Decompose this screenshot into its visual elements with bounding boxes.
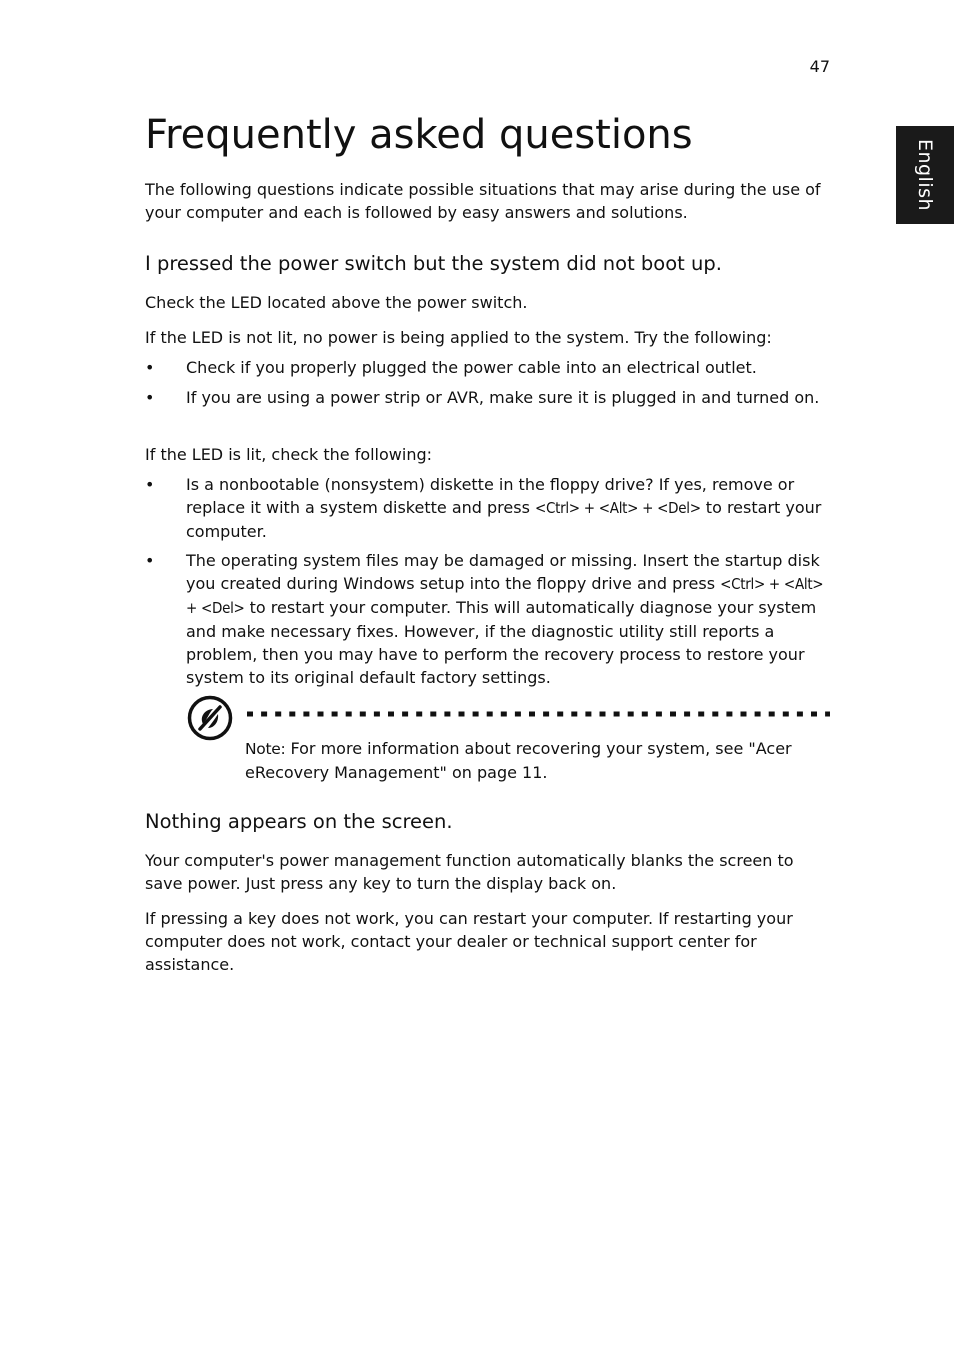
section-heading-no-boot: I pressed the power switch but the system did not boot up. <box>145 252 722 275</box>
list-item <box>145 473 835 543</box>
paragraph-restart-support: If pressing a key does not work, you can restart your computer. If restarting your computer does not work, contact your dealer or technical support center for assistance. <box>145 909 793 974</box>
note-pen-icon <box>186 694 234 742</box>
language-tab <box>896 126 954 224</box>
language-tab-label: English <box>914 138 937 212</box>
intro-paragraph: The following questions indicate possible situations that may arise during the use of your computer and each is followed by easy answers and solutions. <box>145 180 821 222</box>
key-combination: <Ctrl> + <Alt> + <Del> <box>186 575 824 617</box>
list-item-text: If you are using a power strip or AVR, make sure it is plugged in and turned on. <box>186 388 820 407</box>
section-heading-no-display: Nothing appears on the screen. <box>145 810 453 833</box>
page-title: Frequently asked questions <box>145 112 693 158</box>
note-text: Note: For more information about recovering your system, see "Acer eRecovery Management" on page 11. <box>245 739 792 782</box>
bullet-icon: • <box>145 388 155 407</box>
bullet-icon: • <box>145 358 155 377</box>
list-item-text: Check if you properly plugged the power cable into an electrical outlet. <box>186 358 757 377</box>
list-item <box>145 356 835 379</box>
list-item <box>145 549 835 689</box>
paragraph-power-management: Your computer's power management function automatically blanks the screen to save power. Just press any key to turn the display back on. <box>145 851 794 893</box>
bullet-icon: • <box>145 551 155 570</box>
paragraph-led-lit: If the LED is lit, check the following: <box>145 445 433 464</box>
list-item-text: Is a nonbootable (nonsystem) diskette in the floppy drive? If yes, remove or replace it with a system diskette and press <Ctrl> + <Alt> + <Del> to restart your computer. <box>186 475 822 541</box>
note-divider <box>246 711 830 717</box>
note-label: Note: <box>245 740 286 758</box>
key-combination: <Ctrl> + <Alt> + <Del> <box>534 499 701 517</box>
bullet-icon: • <box>145 475 155 494</box>
list-item-text: The operating system files may be damaged or missing. Insert the startup disk you created during Windows setup into the floppy drive and press <Ctrl> + <Alt> + <Del> to restart your computer. This will automatically diagnose your system and make necessary fixes. However, if the diagnostic utility still reports a problem, then you may have to perform the recovery process to restore your system to its original default factory settings. <box>186 551 824 687</box>
list-item <box>145 386 835 409</box>
paragraph-check-led: Check the LED located above the power switch. <box>145 293 528 312</box>
paragraph-led-not-lit: If the LED is not lit, no power is being applied to the system. Try the following: <box>145 328 772 347</box>
page-number: 47 <box>809 57 830 76</box>
